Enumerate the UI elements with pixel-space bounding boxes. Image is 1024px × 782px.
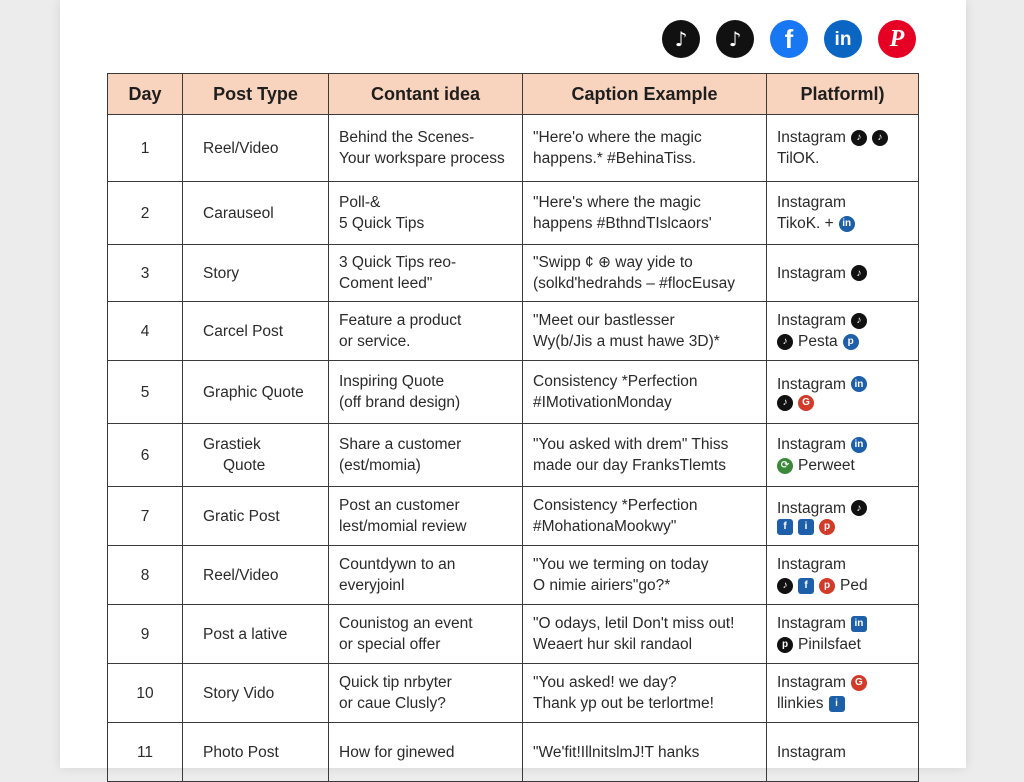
day-cell: 4	[108, 302, 183, 361]
caption-line: "You asked with drem" Thiss	[533, 436, 729, 453]
tiktok-icon: ♪	[851, 500, 867, 516]
header-content-idea: Contant idea	[329, 74, 523, 115]
post-type-text: Grastiek	[203, 436, 261, 453]
caption-cell	[523, 487, 767, 546]
platform-name: Instagram	[777, 375, 846, 393]
caption-cell	[523, 723, 767, 782]
platform-name: TikoK. +	[777, 215, 834, 232]
platform-name: Instagram	[777, 436, 846, 453]
idea-line: 3 Quick Tips reo-	[339, 254, 457, 271]
idea-line: everyjoinl	[339, 577, 405, 594]
idea-line: Behind the Scenes-	[339, 129, 475, 146]
post-type-text: Reel/Video	[203, 139, 279, 157]
table-row	[108, 302, 919, 361]
platforms-cell	[767, 182, 919, 245]
caption-line: O nimie airiers"go?*	[533, 577, 671, 594]
platforms-cell	[767, 487, 919, 546]
linkedin-icon: in	[851, 376, 867, 392]
idea-line: Counistog an event	[339, 615, 473, 632]
post-type-text: Gratic Post	[203, 507, 280, 525]
caption-cell	[523, 664, 767, 723]
post-type-text: Photo Post	[203, 743, 279, 761]
google-icon: G	[798, 395, 814, 411]
table-header-row	[108, 74, 919, 115]
platforms-cell	[767, 605, 919, 664]
platform-name: Ped	[840, 577, 868, 594]
platform-name: Instagram	[777, 615, 846, 632]
content-idea-cell	[329, 424, 523, 487]
table-row	[108, 723, 919, 782]
caption-cell	[523, 245, 767, 302]
caption-cell	[523, 546, 767, 605]
table-row	[108, 245, 919, 302]
day-cell: 5	[108, 361, 183, 424]
platforms-cell	[767, 424, 919, 487]
table-row	[108, 546, 919, 605]
post-type-text: Reel/Video	[203, 566, 279, 584]
content-idea-cell	[329, 115, 523, 182]
facebook-icon[interactable]: f	[770, 20, 808, 58]
tiktok-icon: ♪	[851, 265, 867, 281]
idea-line: or service.	[339, 333, 411, 350]
post-type-cell	[183, 487, 329, 546]
caption-line: Consistency *Perfection	[533, 497, 698, 514]
tiktok-icon: ♪	[872, 130, 888, 146]
header-day: Day	[108, 74, 183, 115]
linkedin-icon: i	[798, 519, 814, 535]
platform-name: Instagram	[777, 264, 846, 282]
caption-line: Thank yp out be terlortme!	[533, 695, 714, 712]
caption-cell	[523, 605, 767, 664]
idea-line: Countdywn to an	[339, 556, 456, 573]
platform-name: Instagram	[777, 499, 846, 517]
platform-name: Pinilsfaet	[798, 636, 861, 653]
idea-line: Poll-&	[339, 194, 381, 211]
caption-line: made our day FranksTlemts	[533, 457, 726, 474]
linkedin-icon: in	[851, 437, 867, 453]
day-cell: 1	[108, 115, 183, 182]
day-cell: 8	[108, 546, 183, 605]
caption-cell	[523, 302, 767, 361]
day-cell: 9	[108, 605, 183, 664]
linkedin-icon: i	[829, 696, 845, 712]
header-post-type: Post Type	[183, 74, 329, 115]
caption-line: "Meet our bastlesser	[533, 312, 675, 329]
post-type-text: Story	[203, 264, 240, 282]
caption-line: Weaert hur skil randaol	[533, 636, 693, 653]
post-type-text: Carauseol	[203, 204, 274, 222]
idea-line: or caue Clusly?	[339, 695, 446, 712]
tiktok-icon[interactable]: ♪	[662, 20, 700, 58]
google-icon: G	[851, 675, 867, 691]
platforms-cell	[767, 664, 919, 723]
content-idea-cell	[329, 487, 523, 546]
idea-line: Coment leed"	[339, 275, 433, 292]
platform-name: llinkies	[777, 695, 824, 712]
pinterest-icon[interactable]: P	[878, 20, 916, 58]
content-idea-cell	[329, 302, 523, 361]
post-type-cell	[183, 546, 329, 605]
post-type-cell	[183, 723, 329, 782]
caption-line: happens.* #BehinaTiss.	[533, 150, 697, 167]
post-type-text: Carcel Post	[203, 322, 284, 340]
caption-cell	[523, 361, 767, 424]
idea-line: Share a customer	[339, 436, 462, 453]
idea-line: lest/momial review	[339, 518, 467, 535]
idea-line: Feature a product	[339, 312, 462, 329]
caption-line: #IMotivationMonday	[533, 394, 672, 411]
platform-name: TilOK.	[777, 150, 820, 167]
platform-name: Pesta	[798, 333, 838, 350]
platform-name: Perweet	[798, 457, 855, 474]
tiktok-icon: ♪	[851, 130, 867, 146]
idea-line: How for ginewed	[339, 743, 455, 761]
table-row	[108, 361, 919, 424]
day-cell: 10	[108, 664, 183, 723]
post-type-text: Quote	[223, 457, 266, 474]
platform-badge-icon: ⟳	[777, 458, 793, 474]
platforms-cell	[767, 245, 919, 302]
facebook-icon: f	[798, 578, 814, 594]
post-type-cell	[183, 182, 329, 245]
platforms-cell	[767, 361, 919, 424]
caption-line: "Swipp ¢ ⊕ way yide to	[533, 254, 693, 271]
caption-line: "You asked! we day?	[533, 674, 677, 691]
day-cell: 6	[108, 424, 183, 487]
tiktok-icon: ♪	[777, 578, 793, 594]
content-idea-cell	[329, 664, 523, 723]
day-cell: 2	[108, 182, 183, 245]
post-type-cell	[183, 245, 329, 302]
post-type-cell	[183, 302, 329, 361]
post-type-text: Graphic Quote	[203, 383, 304, 401]
pinterest-icon: p	[819, 578, 835, 594]
idea-line: Your workspare process	[339, 150, 505, 167]
social-icons-row	[662, 20, 916, 58]
content-idea-cell	[329, 723, 523, 782]
platforms-cell	[767, 115, 919, 182]
idea-line: (est/momia)	[339, 457, 421, 474]
caption-line: "O odays, letil Don't miss out!	[533, 615, 735, 632]
table-row	[108, 182, 919, 245]
caption-line: "We'fit!IllnitslmJ!T hanks	[533, 743, 700, 761]
tiktok-icon: ♪	[777, 334, 793, 350]
caption-cell	[523, 115, 767, 182]
idea-line: (off brand design)	[339, 394, 461, 411]
linkedin-icon: in	[851, 616, 867, 632]
post-type-text: Post a lative	[203, 625, 288, 643]
platform-name: Instagram	[777, 556, 846, 573]
linkedin-icon[interactable]: in	[824, 20, 862, 58]
content-idea-cell	[329, 245, 523, 302]
caption-line: "Here'o where the magic	[533, 129, 702, 146]
content-idea-cell	[329, 605, 523, 664]
idea-line: 5 Quick Tips	[339, 215, 425, 232]
caption-line: #MohationaMookwy"	[533, 518, 677, 535]
content-idea-cell	[329, 182, 523, 245]
content-idea-cell	[329, 361, 523, 424]
day-cell: 3	[108, 245, 183, 302]
platform-name: Instagram	[777, 129, 846, 146]
caption-line: (solkd'hedrahds – #flocEusay	[533, 275, 735, 292]
caption-cell	[523, 182, 767, 245]
day-cell: 11	[108, 723, 183, 782]
caption-line: happens #BthndTIslcaors'	[533, 215, 712, 232]
day-cell: 7	[108, 487, 183, 546]
pinterest-icon: p	[777, 637, 793, 653]
tiktok-icon: ♪	[777, 395, 793, 411]
idea-line: Post an customer	[339, 497, 460, 514]
caption-cell	[523, 424, 767, 487]
platform-name: Instagram	[777, 674, 846, 691]
platform-name: Instagram	[777, 194, 846, 211]
header-caption-example: Caption Example	[523, 74, 767, 115]
facebook-icon: f	[777, 519, 793, 535]
platform-name: Instagram	[777, 743, 846, 761]
content-idea-cell	[329, 546, 523, 605]
pinterest-icon: p	[843, 334, 859, 350]
platform-name: Instagram	[777, 312, 846, 329]
table-row	[108, 115, 919, 182]
idea-line: Quick tip nrbyter	[339, 674, 452, 691]
post-type-cell	[183, 115, 329, 182]
table-row	[108, 487, 919, 546]
post-type-cell	[183, 424, 329, 487]
platforms-cell	[767, 723, 919, 782]
tiktok-icon: ♪	[851, 313, 867, 329]
content-calendar-table	[107, 73, 919, 782]
platforms-cell	[767, 546, 919, 605]
header-platforms: Platforml)	[767, 74, 919, 115]
post-type-cell	[183, 605, 329, 664]
idea-line: Inspiring Quote	[339, 373, 445, 390]
caption-line: Wy(b/Jis a must hawe 3D)*	[533, 333, 720, 350]
pinterest-icon: p	[819, 519, 835, 535]
table-row	[108, 605, 919, 664]
caption-line: "You we terming on today	[533, 556, 709, 573]
platforms-cell	[767, 302, 919, 361]
post-type-cell	[183, 664, 329, 723]
post-type-cell	[183, 361, 329, 424]
idea-line: or special offer	[339, 636, 441, 653]
caption-line: Consistency *Perfection	[533, 373, 698, 390]
post-type-text: Story Vido	[203, 684, 275, 702]
tiktok-icon[interactable]: ♪	[716, 20, 754, 58]
table-row	[108, 664, 919, 723]
linkedin-icon: in	[839, 216, 855, 232]
caption-line: "Here's where the magic	[533, 194, 701, 211]
table-row	[108, 424, 919, 487]
